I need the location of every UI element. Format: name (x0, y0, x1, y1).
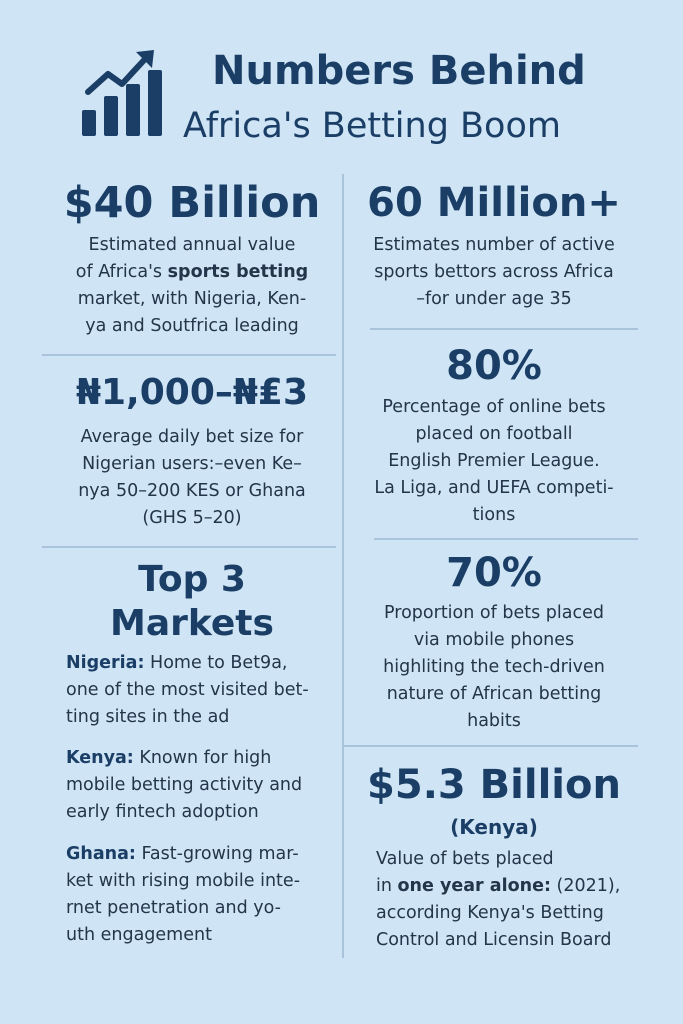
market-ghana: Ghana: Fast-growing mar- ket with rising mobile inte- rnet penetration and yo- uth engagement (66, 844, 301, 945)
stat-description: Proportion of bets placed via mobile phones highliting the tech-driven nature of African betting habits (383, 603, 605, 731)
bar-chart-growth-icon (80, 50, 170, 140)
stat-value: 60 Million+ (367, 180, 621, 226)
stat-value: $5.3 Billion (367, 762, 621, 808)
header (0, 40, 683, 160)
divider-right-3 (344, 745, 638, 747)
stat-value: 80% (446, 343, 542, 389)
stat-value: 70% (446, 550, 542, 596)
page-subtitle: Africa's Betting Boom (183, 106, 561, 146)
stat-description: Percentage of online bets placed on football English Premier League. La Liga, and UEFA competi- tions (374, 397, 614, 525)
stat-description-kenya: Value of bets placed in one year alone: (2021), according Kenya's Betting Control and Licensin Board (376, 849, 621, 950)
stat-value: ₦1,000–₦₤3 (75, 372, 309, 413)
stat-card-bet-size (42, 364, 342, 532)
stat-description: Average daily bet size for Nigerian users:–even Ke– nya 50–200 KES or Ghana (GHS 5–20) (78, 427, 306, 528)
divider-right-1 (370, 328, 638, 330)
divider-right-2 (374, 538, 638, 540)
market-nigeria: Nigeria: Home to Bet9a, one of the most visited bet- ting sites in the ad (66, 653, 309, 727)
stat-card-active-bettors (344, 174, 644, 313)
divider-left-1 (42, 354, 336, 356)
stat-card-kenya-value (344, 758, 644, 842)
stat-subtitle: (Kenya) (450, 815, 538, 839)
stat-description: Estimated annual value of Africa's sports betting market, with Nigeria, Ken- ya and Soutfrica leading (75, 235, 309, 336)
stat-card-football-share (344, 338, 644, 529)
stat-value: $40 Billion (63, 178, 321, 228)
divider-left-2 (42, 546, 336, 548)
top-markets-heading: Top 3 Markets (110, 559, 274, 644)
stat-description: Estimates number of active sports bettors across Africa –for under age 35 (373, 235, 615, 309)
stat-card-mobile-share (344, 546, 644, 735)
stat-card-market-value (42, 174, 342, 340)
market-kenya: Kenya: Known for high mobile betting activity and early fintech adoption (66, 748, 303, 822)
page-title: Numbers Behind (212, 48, 586, 94)
